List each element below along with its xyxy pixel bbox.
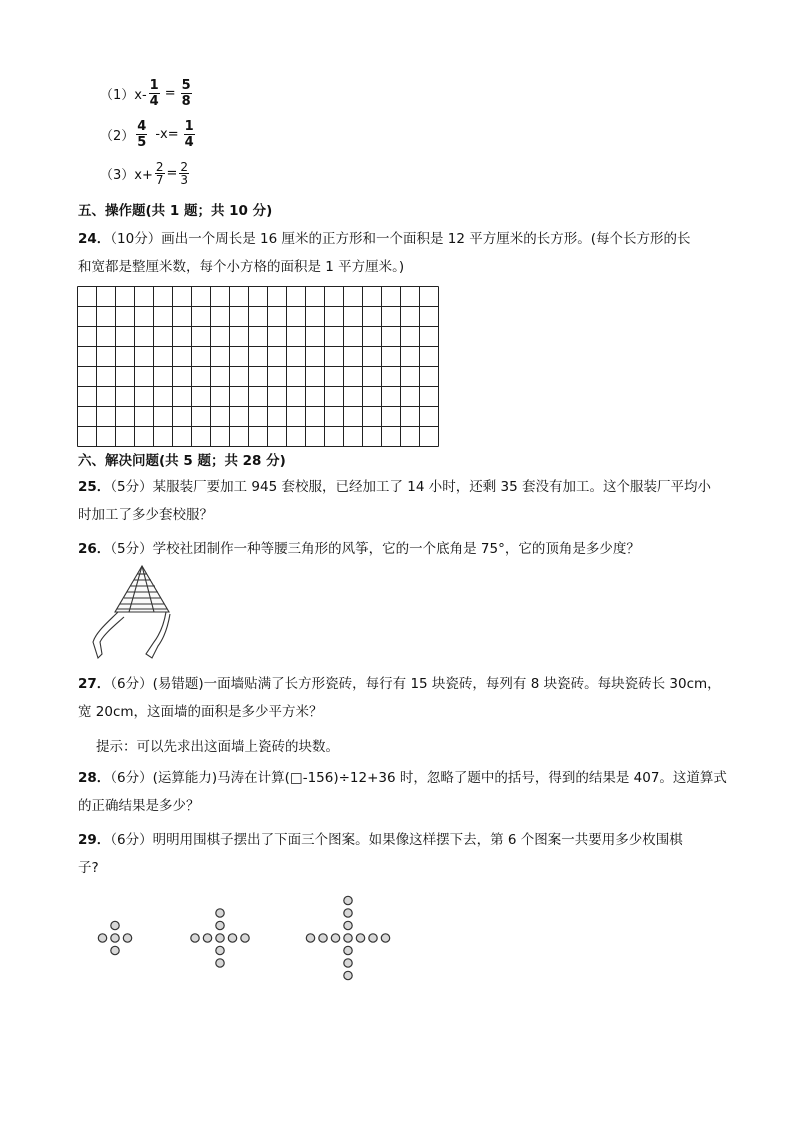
question-29-line1: （6分）明明用围棋子摆出了下面三个图案。如果像这样摆下去，第 6 个图案一共要用多少枚围棋 [110, 832, 683, 848]
fraction: $\frac{1}{4}$ [184, 119, 194, 150]
question-27-hint: 提示：可以先求出这面墙上瓷砖的块数。 [96, 739, 339, 755]
question-26 [78, 535, 738, 563]
equals-sign: = [164, 86, 176, 101]
go-stone [319, 934, 327, 942]
question-24 [78, 225, 738, 281]
go-stone [241, 934, 249, 942]
question-27-line1: （6分）(易错题)一面墙贴满了长方形瓷砖，每行有 15 块瓷砖，每列有 8 块瓷砖。每块瓷砖长 30cm， [110, 676, 721, 692]
go-stone [331, 934, 339, 942]
fraction: $\frac{5}{8}$ [181, 78, 191, 109]
go-stone [111, 921, 119, 929]
go-stone-patterns [90, 888, 400, 984]
kite-illustration [88, 562, 183, 668]
section-5-title: 五、操作题(共 1 题；共 10 分) [78, 203, 273, 219]
fraction: $\frac{4}{5}$ [137, 119, 147, 150]
question-25 [78, 473, 738, 529]
minus-x-equals: -x= [155, 127, 179, 142]
question-28-number: 28． [78, 770, 111, 786]
question-29 [78, 826, 738, 882]
go-stone [111, 934, 119, 942]
equation-1 [100, 78, 194, 109]
go-stone [216, 934, 224, 942]
go-stone [344, 946, 352, 954]
go-stone [216, 909, 224, 917]
question-25-line2: 时加工了多少套校服？ [78, 507, 213, 523]
go-stone [216, 946, 224, 954]
go-stone [216, 959, 224, 967]
equation-2 [100, 119, 197, 150]
question-29-number: 29． [78, 832, 111, 848]
equation-3-prefix: （3）x+ [100, 168, 153, 183]
go-stone [98, 934, 106, 942]
question-24-line2: 和宽都是整厘米数，每个小方格的面积是 1 平方厘米。) [78, 259, 405, 275]
question-24-line1: （10分）画出一个周长是 16 厘米的正方形和一个面积是 12 平方厘米的长方形。(每个长方形的长 [110, 231, 691, 247]
go-stone [344, 934, 352, 942]
question-27 [78, 670, 738, 726]
go-stone [344, 909, 352, 917]
question-25-number: 25． [78, 479, 111, 495]
equation-3 [100, 161, 191, 186]
question-29-line2: 子? [78, 860, 99, 876]
question-28-line2: 的正确结果是多少？ [78, 798, 200, 814]
question-27-number: 27． [78, 676, 111, 692]
go-stone [344, 959, 352, 967]
equation-1-prefix: （1）x- [100, 88, 147, 103]
question-26-line1: （5分）学校社团制作一种等腰三角形的风筝，它的一个底角是 75°，它的顶角是多少度？ [110, 541, 640, 557]
question-28-line1: （6分）(运算能力)马涛在计算(□-156)÷12+36 时，忽略了题中的括号，得到的结果是 407。这道算式 [110, 770, 727, 786]
equals-sign: = [166, 166, 178, 181]
question-28 [78, 764, 738, 820]
fraction: $\frac{2}{3}$ [180, 160, 189, 187]
question-25-line1: （5分）某服装厂要加工 945 套校服，已经加工了 14 小时，还剩 35 套没有加工。这个服装厂平均小 [110, 479, 712, 495]
go-stone [344, 921, 352, 929]
fraction: $\frac{1}{4}$ [149, 78, 159, 109]
go-stone [306, 934, 314, 942]
section-6-title: 六、解决问题(共 5 题；共 28 分) [78, 453, 286, 469]
square-grid [77, 286, 441, 449]
go-stone [123, 934, 131, 942]
go-stone [356, 934, 364, 942]
question-24-number: 24． [78, 231, 111, 247]
go-stone [369, 934, 377, 942]
fraction: $\frac{2}{7}$ [155, 160, 164, 187]
go-stone [216, 921, 224, 929]
go-stone [228, 934, 236, 942]
go-stone [191, 934, 199, 942]
go-stone [381, 934, 389, 942]
equation-2-prefix: （2） [100, 129, 135, 144]
go-stone [111, 946, 119, 954]
go-stone [344, 896, 352, 904]
question-27-line2: 宽 20cm，这面墙的面积是多少平方米？ [78, 704, 323, 720]
question-26-number: 26． [78, 541, 111, 557]
go-stone [344, 971, 352, 979]
go-stone [203, 934, 211, 942]
